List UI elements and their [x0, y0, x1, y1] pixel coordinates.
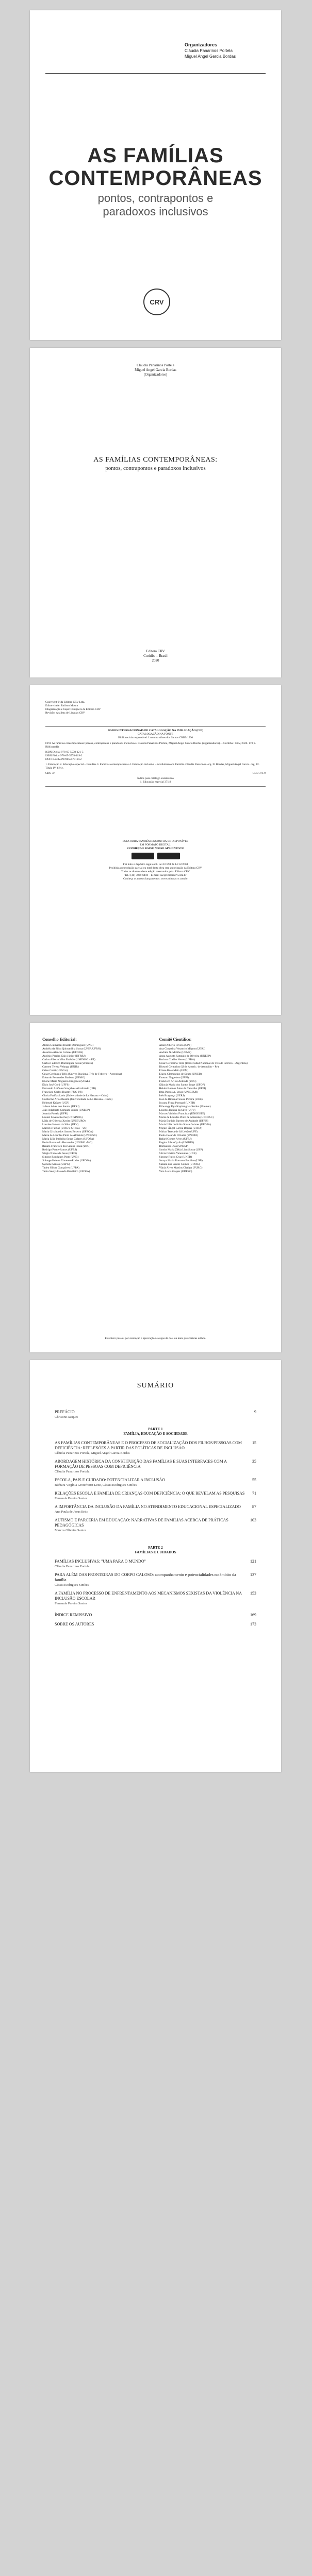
cover-subtitle-line-2: paradoxos inclusivos	[103, 205, 208, 218]
cip-classification-row	[45, 772, 266, 775]
toc-entry-authors: Cássia Rodrigues Simões	[55, 1583, 89, 1587]
title-page-author-1: Cláudia Panarinos Portela	[137, 363, 174, 367]
legal-deposit: Foi feito o depósito legal conf. Lei 10.994 de 14/12/2004	[123, 863, 188, 866]
toc-entry[interactable]	[55, 1591, 256, 1601]
editorial-council	[42, 1037, 152, 1174]
toc-entry-page: 137	[250, 1572, 256, 1577]
editorial-council-heading: Conselho Editorial:	[42, 1037, 77, 1042]
legal-prohibited: Proibida a reprodução parcial ou total desta obra sem autorização da Editora CRV	[109, 867, 202, 870]
toc-entry-page: 15	[252, 1440, 256, 1445]
toc-entry-title: ESCOLA, PAIS E CUIDADO: POTENCIALIZAR A INCLUSÃO	[55, 1478, 166, 1482]
legal-site: Conheça os nossos lançamentos: www.editoracrv.com.br	[123, 877, 188, 880]
cover-subtitle-line-1: pontos, contrapontos e	[97, 192, 214, 205]
cover-logo-text: CRV	[150, 298, 164, 306]
imprint-copyright: Copyright © da Editora CRV Ltda.	[45, 701, 85, 704]
scientific-committee-member: Lourdes Helena da Silva (UFV)	[159, 1109, 195, 1112]
peer-review-note: Este livro passou por avaliação e aprovação às cegas de dois ou mais pareceristas ad hoc.	[105, 1337, 206, 1340]
legal-line-2: EM FORMATO DIGITAL.	[140, 843, 171, 846]
toc-entry-authors: Bárbara Virgínia Groterhorst Leite, Cássia Rodrigues Simões	[55, 1483, 137, 1487]
toc-body	[55, 1405, 256, 1627]
toc-entry[interactable]	[55, 1504, 256, 1510]
editorial-council-member: Anselmo Alencar Colares (UFOPA)	[42, 1051, 84, 1054]
scientific-committee	[159, 1037, 269, 1174]
editorial-council-member: Paulo Romualdo Hernandes (UNIFAL-MG)	[42, 1141, 93, 1144]
cover-organizer-1: Cláudia Panarinos Portela	[185, 48, 233, 53]
scientific-committee-member: Suzana dos Santos Gomes (UFMG)	[159, 1163, 200, 1166]
toc-part-1	[55, 1427, 256, 1436]
editorial-council-member: Solange Helena Ximenes-Rocha (UFOPA)	[42, 1159, 91, 1162]
scientific-committee-member: Míguel Ángel Garcia Bordas (UFBA)	[159, 1127, 202, 1130]
toc-entry-page: 55	[252, 1478, 256, 1482]
app-store-badge[interactable]	[157, 853, 180, 859]
toc-entry-authors: Marcos Oliveira Santos	[55, 1529, 87, 1532]
toc-entry-page: 87	[252, 1504, 256, 1509]
app-store-badges	[45, 853, 266, 859]
toc-entry-page: 153	[250, 1591, 256, 1596]
title-page-city: Curitiba – Brasil	[143, 654, 168, 658]
cip-index-title: Índice para catálogo sistemático	[137, 777, 174, 780]
toc-entry-authors: Fernanda Pereira Santos	[55, 1497, 88, 1500]
toc-list-part-2	[55, 1559, 256, 1605]
editorial-council-member: Renato Francisco dos Santos Paula (UFG)	[42, 1145, 91, 1148]
scientific-committee-member: Vânia Alves Martins Chaigar (FURG)	[159, 1166, 203, 1170]
imprint-diagram: Diagramação e Capa: Designers da Editora CRV	[45, 708, 101, 711]
cip-title: DADOS INTERNACIONAIS DE CATALOGAÇÃO NA PUBLICAÇÃO (CIP)	[108, 729, 203, 732]
toc-authors-page: 173	[250, 1622, 256, 1626]
legal-phone: Tel.: (41) 3039-6418 – E-mail: sac@editoracrv.com.br	[124, 874, 187, 877]
editorial-council-member: Marcelo Paixão (UFRJ e UTexas – US)	[42, 1127, 87, 1130]
scientific-committee-member: Eliane Rose Maio (UEM)	[159, 1069, 189, 1072]
toc-entry[interactable]	[55, 1478, 256, 1483]
scientific-committee-member: Cesar Gerónimo Tello (Universidad Nacional de Três de Febrero – Argentina)	[159, 1062, 248, 1065]
editorial-council-member: Sérgio Nunes de Jesus (IFRO)	[42, 1152, 77, 1155]
toc-entry-authors: Cláudia Panarinos Portela	[55, 1470, 90, 1473]
editorial-council-member: Maria Cristina dos Santos Bezerra (UFSCar)	[42, 1130, 93, 1133]
scientific-committee-member: Diosnel Centurion (Univ Americ. de Asunción – Py)	[159, 1065, 219, 1069]
toc-entry[interactable]	[55, 1559, 256, 1564]
scientific-committee-member: Anna Augusta Sampaio de Oliveira (UNESP)	[159, 1055, 211, 1058]
scientific-committee-member: Barbara Coelho Neves (UFBA)	[159, 1058, 195, 1061]
editorial-council-member: Gloria Fariñas León (Universidade de La Havana – Cuba)	[42, 1094, 108, 1097]
toc-entry-title: FAMÍLIAS INCLUSIVAS: "UMA PARA O MUNDO"	[55, 1559, 146, 1564]
editorial-council-member: Lídia de Oliveira Xavier (UNIEURO)	[42, 1120, 86, 1123]
scientific-committee-member: Mirian Teresa de Sá Leitão (UFF)	[159, 1130, 198, 1133]
editorial-council-member: Maria Lília Imbiriba Sousa Colares (UFOPA)	[42, 1138, 94, 1141]
toc-entry-page: 71	[252, 1491, 256, 1496]
legal-notices	[45, 863, 266, 881]
cip-bibliography: Bibliografia	[45, 745, 59, 749]
scientific-committee-heading: Comitê Científico:	[159, 1037, 192, 1042]
editorial-council-list	[42, 1044, 152, 1174]
editorial-council-member: Carlos Alberto Vilar Estêvão (UMINHO – PT)	[42, 1058, 95, 1061]
scientific-committee-member: Elizeu Clementino de Souza (UNEB)	[159, 1073, 202, 1076]
cover-title-line-2: CONTEMPORÂNEAS	[48, 167, 262, 190]
toc-page	[30, 1360, 281, 1772]
scientific-committee-member: Jussara Fraga Portugal (UNEB)	[159, 1101, 195, 1105]
scientific-committee-member: Sandra Maria Zákia Lian Sousa (USP)	[159, 1148, 203, 1151]
toc-index-label: ÍNDICE REMISSIVO	[55, 1613, 92, 1617]
cip-doi: DOI 10.24824/978655578119.2	[45, 758, 82, 761]
cip-cdd: CDD 371.9	[252, 772, 266, 775]
cip-index-entry: 1. Educação especial 371.9	[140, 781, 171, 784]
councils-columns	[42, 1037, 269, 1174]
cip-cdu: CDU 37	[45, 772, 55, 775]
cover-publisher-logo	[143, 289, 170, 315]
editorial-council-member: Eduardo Fernandes Barbosa (UFMG)	[42, 1076, 85, 1079]
scientific-committee-member: Kilwangy Kya Kapitango-a-Samba (Unemat)	[159, 1105, 211, 1108]
cip-isbn-fisico: ISBN Físico 978-65-5578-119-2	[45, 754, 83, 757]
scientific-committee-member: Fauston Negreiros (UFPI)	[159, 1076, 189, 1079]
editorial-council-member: Sydione Santos (UEPG)	[42, 1163, 70, 1166]
scientific-committee-member: Maria de Lourdes Pinto de Almeida (UNOESC)	[159, 1116, 214, 1119]
toc-part-2	[55, 1546, 256, 1555]
scientific-committee-member: Gláucia Maria dos Santos Jorge (UFOP)	[159, 1083, 205, 1087]
toc-part-2-label: PARTE 2	[148, 1546, 163, 1550]
scientific-committee-member: Inês Bragança (UERJ)	[159, 1094, 185, 1097]
scientific-committee-member: Andréia N. Militão (UEMS)	[159, 1051, 191, 1054]
scientific-committee-member: Simone Ruivo Cruz (UNEB)	[159, 1156, 192, 1159]
cover-page	[30, 10, 281, 340]
title-page-year: 2020	[152, 658, 159, 663]
toc-entry-title: PARA ALÉM DAS FRONTEIRAS DO CORPO CALOSO: acompanhamento e potencialidades no âmbito da família	[55, 1572, 236, 1582]
toc-entry-authors: Ana Paula de Jesus Brito	[55, 1510, 88, 1514]
scientific-committee-member: Paulo Cesar de Oliveira (UNIFEI)	[159, 1134, 198, 1137]
legal-line-1: ESTA OBRA TAMBÉM ENCONTRA-SE DISPONÍVEL	[122, 840, 189, 843]
editorial-council-member: Tadeu Oliver Gonçalves (UFPA)	[42, 1166, 79, 1170]
imprint-page	[30, 685, 281, 1015]
title-page-subtitle: pontos, contrapontos e paradoxos inclusivos	[105, 465, 206, 471]
cover-organizer-2: Miguel Angel Garcia Bordas	[185, 54, 236, 59]
title-page-author-2: Miguel Angel Garcia Bordas	[135, 368, 176, 372]
toc-preface-label: PREFÁCIO	[55, 1410, 75, 1414]
title-page-role: (Organizadores)	[143, 372, 168, 377]
editorial-council-member: Élsio José Corá (UFFS)	[42, 1083, 70, 1087]
toc-entry-title: AUTISMO E PARCERIA EM EDUCAÇÃO: NARRATIVAS DE FAMÍLIAS ACERCA DE PRÁTICAS PEDAGÓGICAS	[55, 1518, 228, 1528]
toc-entry[interactable]	[55, 1491, 256, 1496]
editorial-council-member: Jailson Alves dos Santos (UFRJ)	[42, 1105, 80, 1108]
cip-subjects: 1. Educação 2. Educação especial – Famílias 3. Famílias contemporâneas 4. Educação inclusiva – Acolhimento 5. Família. Cláudia Panarinos. org. II. Bordas, Miguel Angel Garcia. org. III. Título IV. Série.	[45, 763, 260, 770]
editorial-council-member: Leonel Severo Rocha (UNISINOS)	[42, 1116, 83, 1119]
councils-page	[30, 1023, 281, 1352]
scientific-committee-member: Francisco Ari de Andrade (UFC)	[159, 1080, 196, 1083]
cover-divider	[45, 73, 266, 74]
scientific-committee-member: Vera Lucia Gaspar (UDESC)	[159, 1170, 192, 1173]
editorial-council-member: Andréia da Silva Quintanilha Sousa (UNIR/UFRN)	[42, 1047, 101, 1050]
editorial-council-member: Lourdes Helena da Silva (UFV)	[42, 1123, 79, 1126]
toc-authors-label: SOBRE OS AUTORES	[55, 1622, 94, 1626]
editorial-council-member: Francisco Carlos Duarte (PUC-PR)	[42, 1091, 83, 1094]
title-page-title-block	[30, 456, 281, 471]
toc-preface-author: Christine Jacquet	[55, 1415, 78, 1419]
toc-entry[interactable]	[55, 1518, 256, 1528]
digital-notice	[45, 840, 266, 859]
scientific-committee-member: Helder Buenos Aires de Carvalho (UFPI)	[159, 1087, 206, 1090]
imprint-editor: Editor-chefe: Railson Moura	[45, 704, 78, 707]
editorial-council-member: Maria de Lourdes Pinto de Almeida (UNOESC)	[42, 1134, 97, 1137]
cip-sub-1: CATALOGAÇÃO NA FONTE	[138, 733, 173, 736]
toc-entry-title: RELAÇÕES ESCOLA E FAMÍLIA DE CRIANÇAS COM DEFICIÊNCIA: O QUE REVELAM AS PESQUISAS	[55, 1491, 245, 1496]
toc-title: SUMÁRIO	[137, 1382, 174, 1389]
toc-entry[interactable]	[55, 1572, 256, 1583]
toc-entry-preface[interactable]	[55, 1410, 256, 1415]
toc-entry[interactable]	[55, 1440, 256, 1451]
scientific-committee-member: Silvia Cristina Yannoulas (UNB)	[159, 1152, 196, 1155]
editorial-council-member: Carmen Tereza Velanga (UNIR)	[42, 1065, 79, 1069]
editorial-council-member: Celso Conti (UFSCar)	[42, 1069, 68, 1072]
cover-title-block	[30, 144, 281, 218]
scientific-committee-member: Marcos Vinicius Francisco (UNOESTE)	[159, 1112, 205, 1115]
imprint-credits	[45, 701, 266, 715]
title-page-authors	[30, 363, 281, 377]
google-play-badge[interactable]	[132, 853, 154, 859]
legal-reserved: Todos os direitos desta edição reservados pela: Editora CRV	[121, 870, 190, 873]
toc-entry-authors: Cláudia Panarinos Portela	[55, 1565, 90, 1568]
title-page-publisher-block	[30, 649, 281, 663]
toc-entry-index[interactable]	[55, 1613, 256, 1618]
scientific-committee-member: Ana Chrystina Venancio Mignot (UERJ)	[159, 1047, 205, 1050]
scientific-committee-list	[159, 1044, 269, 1174]
toc-entry-authors: Fernanda Pereira Santos	[55, 1602, 88, 1605]
title-page	[30, 348, 281, 677]
toc-part-1-title: FAMÍLIA, EDUCAÇÃO E SOCIEDADE	[123, 1432, 188, 1436]
editorial-council-member: Carlos Federico Dominguez Avila (Unieuro)	[42, 1062, 93, 1065]
scientific-committee-member: Rafael Gomes Alves (UFRJ)	[159, 1138, 192, 1141]
editorial-council-member: Guillermo Arias Beatón (Universidade de La Havana – Cuba)	[42, 1098, 112, 1101]
scientific-committee-member: Altair Alberto Fávero (UPF)	[159, 1044, 191, 1047]
cover-organizers-heading: Organizadores	[185, 42, 218, 47]
toc-part-1-label: PARTE 1	[148, 1427, 163, 1431]
editorial-council-member: Elione Maria Nogueira Diogenes (UFAL)	[42, 1080, 90, 1083]
toc-entry-title: A IMPORTÂNCIA DA INCLUSÃO DA FAMÍLIA NO ATENDIMENTO EDUCACIONAL ESPECIALIZADO	[55, 1504, 241, 1509]
editorial-council-member: Antônio Pereira Gaio Júnior (UFRRJ)	[42, 1055, 86, 1058]
toc-entry-authors: Cláudia Panarinos Portela, Miguel Angel Garcia Bordas	[55, 1451, 130, 1455]
title-page-publisher: Editora CRV	[146, 649, 165, 653]
toc-index-page: 169	[250, 1613, 256, 1617]
toc-entry-title: A FAMÍLIA NO PROCESSO DE ENFRENTAMENTO AOS MECANISMOS SEXISTAS DA VIOLÊNCIA NA INCLUSÃO ESCOLAR	[55, 1591, 242, 1601]
scientific-committee-member: José de Ribamar Sousa Pereira (UCB)	[159, 1098, 203, 1101]
editorial-council-member: Rodrigo Pratte-Santos (UFES)	[42, 1148, 77, 1151]
scientific-committee-member: Regina Silva Gyrão (UNIRIO)	[159, 1141, 194, 1144]
cover-organizers-block	[185, 42, 272, 59]
scientific-committee-member: Maria Lília Imbiriba Sousa Colares (UFOPA)	[159, 1123, 211, 1126]
editorial-council-member: Simone Rodrigues Pinto (UNB)	[42, 1156, 79, 1159]
scientific-committee-member: Soraya Maria Romano Pacífico (USP)	[159, 1159, 203, 1162]
scientific-committee-member: Ilma Passos A. Veiga (UNICEUB)	[159, 1091, 199, 1094]
cip-block	[45, 726, 266, 787]
toc-entry-page: 121	[250, 1559, 256, 1564]
cip-isbn-digital: ISBN Digital 978-65-5578-121-5	[45, 751, 84, 754]
imprint-review: Revisão: Analista de Línguas CRV	[45, 711, 85, 715]
cover-title-line-1: AS FAMÍLIAS	[87, 144, 224, 167]
editorial-council-member: Cesar Gerónimo Tello (Univer. Nacional Três de Febrero – Argentina)	[42, 1073, 122, 1076]
cip-entry: F191 As famílias contemporâneas: pontos, contrapontos e paradoxos inclusivos / Cláudia Panarinos Portela, Miguel Angel Garcia Bordas (organizadores). – Curitiba : CRV, 2020. 178 p.	[45, 742, 256, 745]
editorial-council-member: Josania Portela (UFPI)	[42, 1112, 69, 1115]
editorial-council-member: João Adalberto Campato Junior (UNESP)	[42, 1109, 90, 1112]
toc-entry-title: AS FAMÍLIAS CONTEMPORÂNEAS E O PROCESSO DE SOCIALIZAÇÃO DOS FILHOS/PESSOAS COM DEFICIÊNCIA: REFLEXÕES A PARTIR DAS POLÍTICAS DE INCLUSÃO	[55, 1440, 242, 1450]
cip-sub-2: Bibliotecária responsável: Luzenira Alves dos Santos CRB9/1506	[118, 736, 193, 739]
editorial-council-member: Aldira Guimarães Duarte Domínguez (UNB)	[42, 1044, 94, 1047]
editorial-council-member: Fernando Antônio Gonçalves Alcoforado (IPB)	[42, 1087, 96, 1090]
title-page-title: AS FAMÍLIAS CONTEMPORÂNEAS:	[93, 456, 218, 464]
scientific-committee-member: Maria Eurácia Barreto de Andrade (UFRB)	[159, 1120, 208, 1123]
toc-entry[interactable]	[55, 1459, 256, 1469]
toc-entry-title: ABORDAGEM HISTÓRICA DA CONSTITUIÇÃO DAS FAMÍLIAS E SUAS INTERFACES COM A FORMAÇÃO DE PESSOAS COM DEFICIÊNCIA	[55, 1459, 227, 1469]
toc-entry-authors[interactable]	[55, 1622, 256, 1627]
toc-preface-page: 9	[254, 1410, 256, 1414]
toc-entry-page: 35	[252, 1459, 256, 1464]
toc-list-part-1	[55, 1440, 256, 1532]
editorial-council-member: Tania Suely Azevedo Brasileiro (UFOPA)	[42, 1170, 90, 1173]
legal-line-3: CONHEÇA E BAIXE NOSSO APLICATIVO!	[127, 847, 184, 850]
scientific-committee-member: Romualdo Dias (UNESP)	[159, 1145, 189, 1148]
toc-entry-page: 103	[250, 1518, 256, 1522]
editorial-council-member: Helmuth Krüger (UCP)	[42, 1101, 69, 1105]
toc-part-2-title: FAMÍLIAS E CUIDADOS	[135, 1550, 176, 1554]
